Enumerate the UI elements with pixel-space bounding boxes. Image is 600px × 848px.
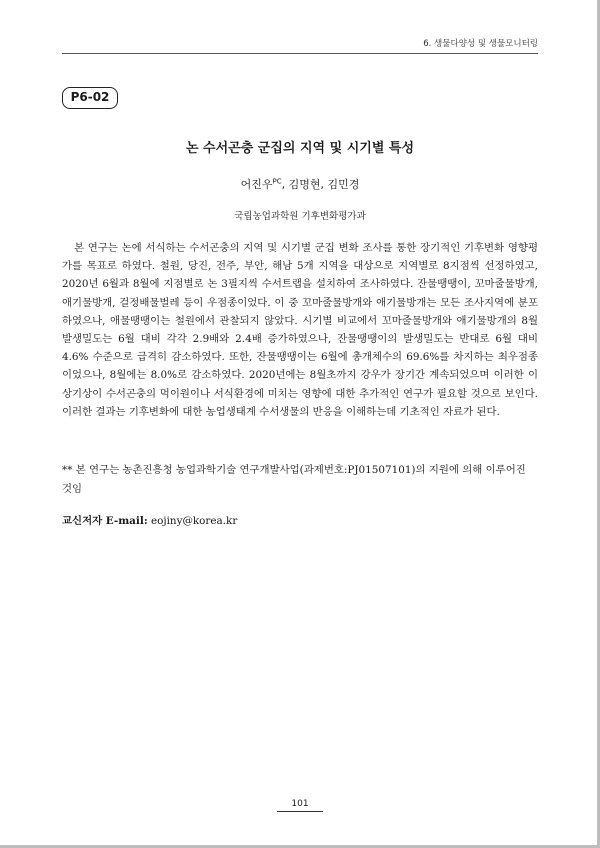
co-authors: , 김명현, 김민경 (281, 178, 360, 191)
first-author: 어진우 (240, 178, 273, 191)
presenter-corresponding-mark: PC (272, 177, 282, 186)
page-number-rule (277, 811, 323, 812)
paper-title: 논 수서곤충 군집의 지역 및 시기별 특성 (185, 141, 415, 156)
running-head: 6. 생물다양성 및 생물모니터링 (423, 39, 538, 49)
acknowledgement-note: ** 본 연구는 농촌진흥청 농업과학기술 연구개발사업(과제번호:PJ01507101)의 지원에 의해 이루어진 것임 (62, 464, 526, 495)
correspondence (62, 512, 538, 527)
correspondence-label: 교신저자 E-mail: (62, 515, 148, 527)
paper-code-badge: P6-02 (62, 87, 118, 109)
affiliation: 국립농업과학원 기후변화평가과 (234, 211, 366, 222)
author-list (62, 176, 538, 192)
abstract-body: 본 연구는 논에 서식하는 수서곤충의 지역 및 시기별 군집 변화 조사를 통한 장기적인 기후변화 영향평가를 목표로 하였다. 철원, 당진, 전주, 부안, 해남 5개 지역을 대상으로 지역별로 8지점씩 선정하였고, 2020년 6월과 8월에 지점별로 논 3필지씩 수서트랩을 설치하여 조사하였다. 잔물땡땡이, 꼬마줄물방개, 애기물방개, 걸정배물벌레 등이 우점종이었다. 이 중 꼬마줄물방개와 애기물방개는 모든 조사지역에 분포하였으나, 애물땡땡이는 철원에서 관찰되지 않았다. 시기별 비교에서 꼬마줄물방개와 애기물방개의 8월 발생밀도는 6월 대비 각각 2.9배와 2.4배 증가하였으나, 잔물땡땡이의 발생밀도는 반대로 6월 대비 4.6% 수준으로 급격히 감소하였다. 또한, 잔물땡땡이는 6월에 총개체수의 69.6%를 차지하는 최우점종이었으나, 8월에는 8.0%로 감소하였다. 2020년에는 8월초까지 강우가 장기간 계속되었으며 이러한 이상기상이 수서곤충의 먹이원이나 서식환경에 미치는 영향에 대한 추가적인 연구가 필요할 것으로 보인다. 이러한 결과는 기후변화에 대한 농업생태계 수서생물의 반응을 이해하는데 기초적인 자료가 된다. (62, 242, 538, 418)
page-number: 101 (291, 799, 309, 809)
header-rule (62, 53, 538, 54)
correspondence-email: eojiny@korea.kr (150, 515, 238, 527)
